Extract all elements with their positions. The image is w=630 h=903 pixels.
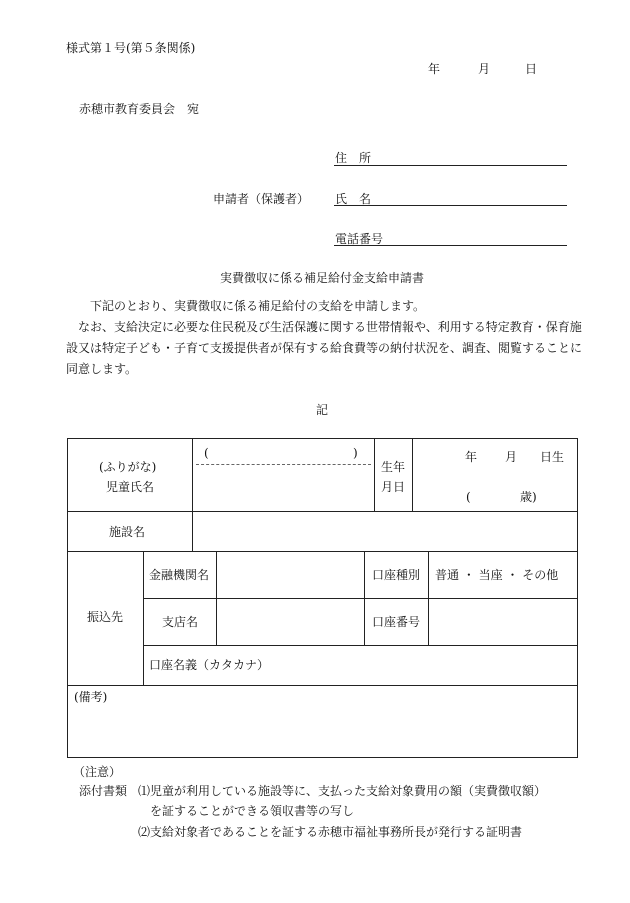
table-rule: [68, 551, 577, 552]
account-type-options: 普通 ・ 当座 ・ その他: [435, 568, 559, 582]
birth-year-label: 年: [465, 450, 478, 464]
name-field[interactable]: [334, 205, 567, 206]
table-rule: [364, 551, 365, 645]
account-holder-label: 口座名義（カタカナ）: [149, 658, 270, 672]
body-paragraph-1: 下記のとおり、実費徴収に係る補足給付の支給を申請します。: [90, 299, 426, 313]
branch-name-label: 支店名: [162, 615, 199, 629]
furigana-label: (ふりがな): [99, 460, 157, 474]
body-paragraph-2: なお、支給決定に必要な住民税及び生活保護に関する世帯情報や、利用する特定教育・保育施設又は特定子ども・子育て支援提供者が保有する給食費等の納付状況を、調査、閲覧することに同意します。: [66, 320, 583, 376]
age-label: 歳): [520, 490, 537, 504]
account-number-label: 口座番号: [372, 615, 421, 629]
account-type-label: 口座種別: [372, 568, 421, 582]
attachment-item-1: ⑴児童が利用している施設等に、支払った支給対象費用の額（実費徴収額）: [138, 784, 547, 798]
addressee: 赤穂市教育委員会 宛: [79, 102, 200, 116]
facility-label: 施設名: [109, 525, 146, 539]
document-title: 実費徴収に係る補足給付金支給申請書: [220, 271, 425, 285]
name-label: 氏 名: [335, 192, 372, 206]
date-month-label: 月: [478, 62, 491, 76]
form-number: 様式第１号(第５条関係): [66, 41, 196, 55]
ki-label: 記: [316, 403, 329, 417]
birth-day-label: 日生: [540, 450, 565, 464]
address-label: 住 所: [335, 151, 372, 165]
furigana-field[interactable]: [196, 464, 371, 465]
table-rule: [192, 439, 193, 511]
table-rule: [68, 685, 577, 686]
table-rule: [428, 551, 429, 645]
child-name-label: 児童氏名: [106, 480, 155, 494]
transfer-label: 振込先: [87, 610, 124, 624]
table-rule: [216, 551, 217, 645]
table-rule: [143, 551, 144, 685]
table-rule: [143, 598, 577, 599]
birth-month-label: 月: [505, 450, 518, 464]
notes-heading: （注意）: [73, 765, 122, 779]
remarks-label: (備考): [74, 690, 108, 704]
table-rule: [143, 645, 577, 646]
applicant-label: 申請者（保護者）: [213, 192, 310, 206]
attachment-item-1-cont: を証することができる領収書等の写し: [150, 804, 355, 818]
bank-name-label: 金融機関名: [149, 568, 210, 582]
furigana-paren-close: ): [353, 446, 358, 460]
application-table: [67, 438, 578, 758]
table-rule: [192, 511, 193, 551]
attachment-item-2: ⑵支給対象者であることを証する赤穂市福祉事務所長が発行する証明書: [138, 825, 523, 839]
date-year-label: 年: [428, 62, 441, 76]
phone-label: 電話番号: [335, 232, 384, 246]
date-day-label: 日: [525, 62, 538, 76]
table-rule: [374, 439, 375, 511]
furigana-paren-open: (: [204, 446, 209, 460]
attachment-label: 添付書類: [79, 784, 128, 798]
phone-field[interactable]: [334, 245, 567, 246]
birth-label-1: 生年: [381, 460, 406, 474]
table-rule: [68, 511, 577, 512]
address-field[interactable]: [334, 165, 567, 166]
birth-label-2: 月日: [381, 480, 406, 494]
age-paren-open: (: [466, 490, 471, 504]
table-rule: [412, 439, 413, 511]
